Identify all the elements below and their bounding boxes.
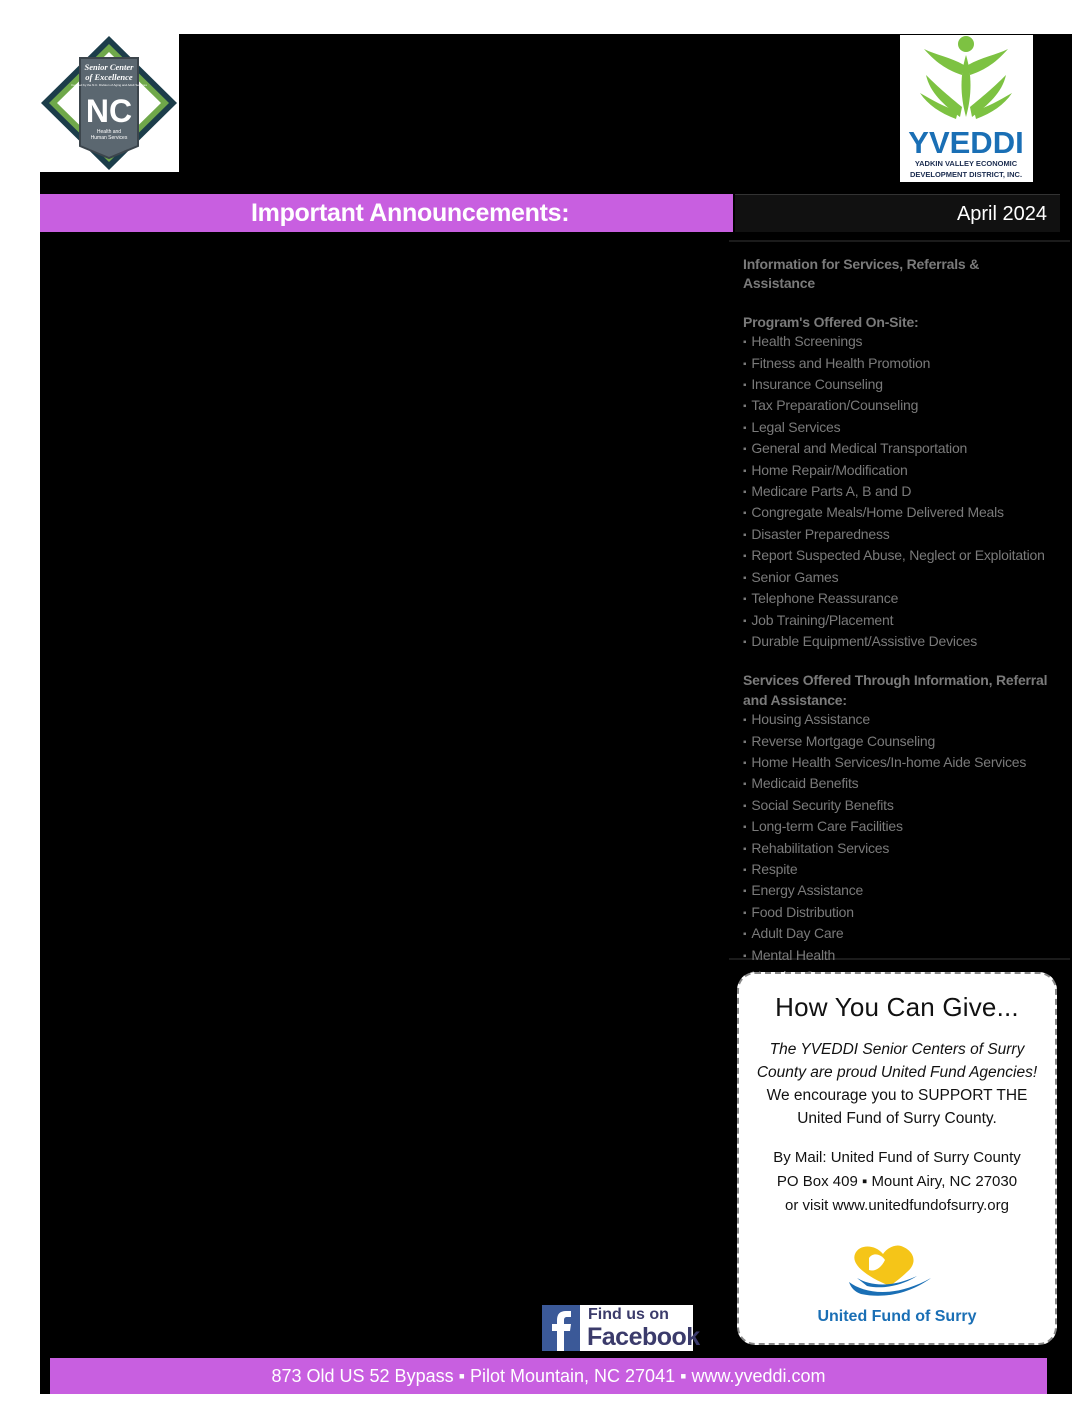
united-fund-heart-icon xyxy=(835,1242,945,1302)
senior-center-logo xyxy=(40,34,179,172)
svg-text:Health and: Health and xyxy=(96,129,122,135)
referral-list xyxy=(743,710,1063,988)
list-item: ▪ Insurance Counseling xyxy=(743,375,1063,396)
list-item: ▪ Respite xyxy=(743,860,1063,881)
list-item: ▪ Health Screenings xyxy=(743,332,1063,353)
list-item: ▪ Telephone Reassurance xyxy=(743,589,1063,610)
list-item: ▪ General and Medical Transportation xyxy=(743,439,1063,460)
referral-heading: Services Offered Through Information, Referral and Assistance: xyxy=(743,672,1048,708)
services-sidebar xyxy=(743,255,1063,988)
list-item: ▪ Mental Health xyxy=(743,946,1063,967)
sidebar-top-divider xyxy=(729,240,1070,242)
list-item: ▪ Congregate Meals/Home Delivered Meals xyxy=(743,503,1063,524)
list-item: ▪ Reverse Mortgage Counseling xyxy=(743,732,1063,753)
facebook-name: Facebook xyxy=(587,1323,700,1351)
svg-text:DEVELOPMENT DISTRICT, INC.: DEVELOPMENT DISTRICT, INC. xyxy=(909,170,1023,179)
yveddi-logo xyxy=(900,35,1033,182)
list-item: ▪ Tax Preparation/Counseling xyxy=(743,396,1063,417)
list-item: ▪ Medicare Parts A, B and D xyxy=(743,482,1063,503)
svg-text:YVEDDI: YVEDDI xyxy=(908,125,1024,160)
svg-text:YADKIN VALLEY ECONOMIC: YADKIN VALLEY ECONOMIC xyxy=(914,159,1018,168)
list-item: ▪ Rehabilitation Services xyxy=(743,839,1063,860)
svg-text:Certified by the N.C. Division: Certified by the N.C. Division of Aging and Adult Services xyxy=(71,83,147,87)
list-item: ▪ Job Training/Placement xyxy=(743,611,1063,632)
sidebar-heading: Information for Services, Referrals & Assistance xyxy=(743,256,980,292)
mailing-address: By Mail: United Fund of Surry County PO Box 409 ▪ Mount Airy, NC 27030 or visit www.unitedfundofsurry.org xyxy=(739,1146,1055,1218)
onsite-list xyxy=(743,332,1063,653)
issue-date: April 2024 xyxy=(735,194,1060,232)
list-item: ▪ Food Distribution xyxy=(743,903,1063,924)
svg-text:Human Services: Human Services xyxy=(90,135,128,141)
how-you-can-give-box xyxy=(737,972,1057,1345)
announcements-title: Important Announcements: xyxy=(40,194,733,232)
list-item: ▪ Durable Equipment/Assistive Devices xyxy=(743,632,1063,653)
yveddi-figure-icon xyxy=(900,35,1033,182)
list-item: ▪ Medicaid Benefits xyxy=(743,774,1063,795)
give-description: The YVEDDI Senior Centers of Surry County are proud United Fund Agencies! We encourage you to SUPPORT THE United Fund of Surry County. xyxy=(756,1041,1038,1127)
list-item: ▪ Social Security Benefits xyxy=(743,796,1063,817)
svg-text:NC: NC xyxy=(85,93,133,129)
list-item: ▪ Long-term Care Facilities xyxy=(743,817,1063,838)
svg-text:of Excellence: of Excellence xyxy=(85,72,133,82)
list-item: ▪ Housing Assistance xyxy=(743,710,1063,731)
list-item: ▪ Energy Assistance xyxy=(743,881,1063,902)
list-item: ▪ Home Repair/Modification xyxy=(743,461,1063,482)
svg-text:Senior Center: Senior Center xyxy=(84,62,134,72)
list-item: ▪ Fitness and Health Promotion xyxy=(743,354,1063,375)
senior-center-badge-icon xyxy=(40,34,179,172)
united-fund-link[interactable]: or visit www.unitedfundofsurry.org xyxy=(785,1197,1009,1214)
list-item: ▪ Adult Day Care xyxy=(743,924,1063,945)
list-item: ▪ Report Suspected Abuse, Neglect or Exploitation xyxy=(743,546,1063,567)
list-item: ▪ Home Health Services/In-home Aide Services xyxy=(743,753,1063,774)
facebook-link[interactable] xyxy=(542,1305,700,1351)
give-title: How You Can Give... xyxy=(775,992,1019,1022)
list-item: ▪ Senior Games xyxy=(743,568,1063,589)
list-item: ▪ Legal Services xyxy=(743,418,1063,439)
onsite-heading: Program's Offered On-Site: xyxy=(743,313,919,330)
facebook-icon xyxy=(542,1305,580,1351)
footer-address: 873 Old US 52 Bypass ▪ Pilot Mountain, NC 27041 ▪ www.yveddi.com xyxy=(50,1358,1047,1394)
list-item: ▪ Disaster Preparedness xyxy=(743,525,1063,546)
united-fund-logo-text: United Fund of Surry xyxy=(817,1308,977,1325)
facebook-find-text: Find us on xyxy=(588,1306,669,1323)
